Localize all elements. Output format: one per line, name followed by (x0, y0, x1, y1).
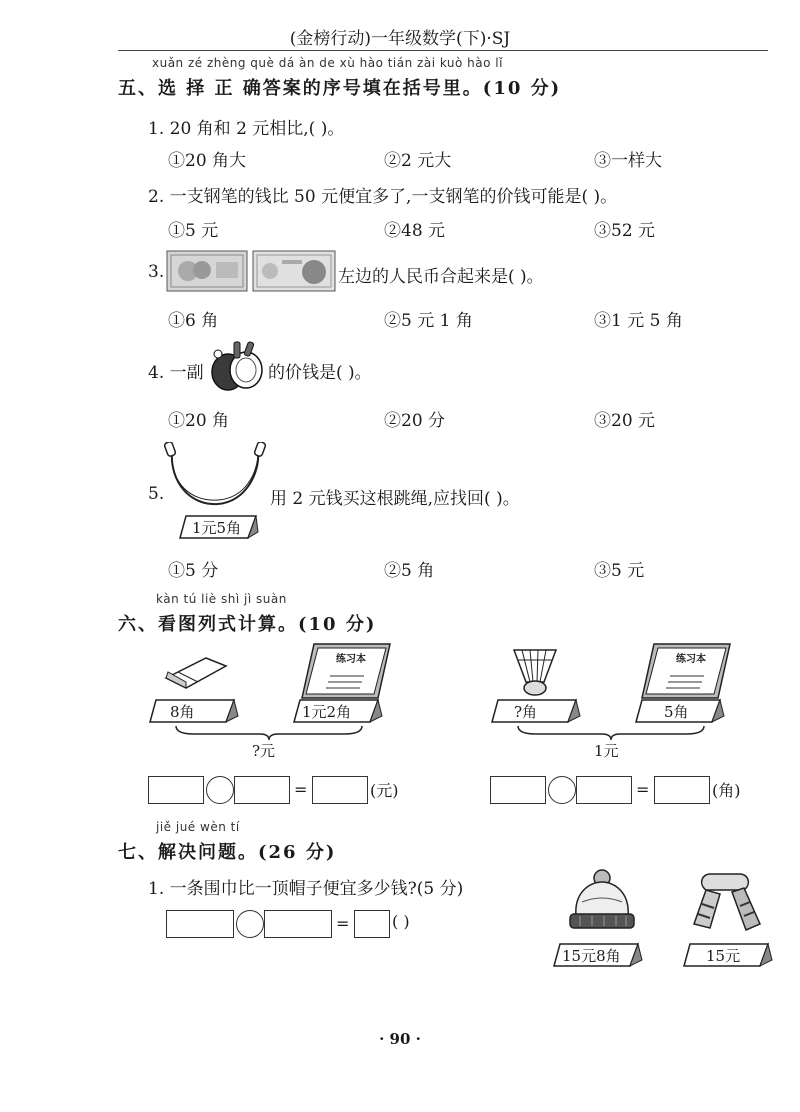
right-answer-box-2[interactable] (576, 776, 632, 804)
left-price-tag-1 (148, 698, 240, 724)
knit-hat-icon (562, 868, 642, 940)
one-yuan-banknote (252, 250, 336, 296)
right-price-2: 5角 (664, 703, 689, 721)
jump-rope-icon (160, 442, 272, 516)
s7-answer-box-1[interactable] (166, 910, 234, 938)
section6-pinyin: kàn tú liè shì jì suàn (156, 592, 287, 606)
left-result-box[interactable] (312, 776, 368, 804)
right-equals: = (636, 780, 650, 799)
right-total: 1元 (594, 742, 619, 760)
section7-pinyin: jiě jué wèn tí (156, 820, 240, 834)
q1-text: 1. 20 角和 2 元相比,( )。 (148, 119, 345, 139)
q3-number: 3. (148, 262, 165, 282)
right-result-box[interactable] (654, 776, 710, 804)
scarf-icon (688, 868, 762, 940)
q3-text: 左边的人民币合起来是( )。 (338, 267, 544, 287)
ping-pong-paddles-icon (208, 340, 266, 400)
left-answer-box-1[interactable] (148, 776, 204, 804)
q3-option-1[interactable]: ①6 角 (168, 311, 219, 331)
section7-title: 七、解决问题。(26 分) (118, 842, 337, 863)
left-unit: (元) (370, 781, 399, 800)
s7-equals: = (336, 914, 350, 933)
right-price-1: ?角 (514, 703, 538, 721)
s7-operator-circle[interactable] (236, 910, 264, 938)
exercise-book-icon-2 (640, 642, 732, 704)
section5-title: 五、选 择 正 确答案的序号填在括号里。(10 分) (118, 78, 562, 99)
right-operator-circle[interactable] (548, 776, 576, 804)
q1-option-1[interactable]: ①20 角大 (168, 151, 247, 171)
header-rule (118, 50, 768, 51)
q4-number: 4. 一副 (148, 363, 204, 383)
page-header: (金榜行动)一年级数学(下)·SJ (289, 29, 511, 49)
scarf-price-tag (682, 942, 774, 968)
q4-option-1[interactable]: ①20 角 (168, 411, 230, 431)
q4-text: 的价钱是( )。 (268, 363, 372, 383)
left-operator-circle[interactable] (206, 776, 234, 804)
section6-title: 六、看图列式计算。(10 分) (118, 614, 377, 635)
s7-unit-blank[interactable]: ( ) (392, 912, 410, 931)
right-unit: (角) (712, 781, 741, 800)
five-jiao-banknote (166, 250, 248, 296)
left-answer-box-2[interactable] (234, 776, 290, 804)
q4-option-2[interactable]: ②20 分 (384, 411, 446, 431)
hat-price-tag (552, 942, 644, 968)
q5-price-label: 1元5角 (192, 519, 242, 537)
left-book-label: 练习本 (336, 654, 366, 665)
q5-option-3[interactable]: ③5 元 (594, 561, 645, 581)
q5-text: 用 2 元钱买这根跳绳,应找回( )。 (270, 489, 520, 509)
right-answer-box-1[interactable] (490, 776, 546, 804)
s7-result-box[interactable] (354, 910, 390, 938)
q3-option-3[interactable]: ③1 元 5 角 (594, 311, 683, 331)
section5-pinyin: xuǎn zé zhèng què dá àn de xù hào tián zài kuò hào lǐ (152, 56, 503, 70)
q5-option-2[interactable]: ②5 角 (384, 561, 435, 581)
right-book-label: 练习本 (676, 654, 706, 665)
scarf-price: 15元 (706, 947, 741, 965)
right-price-tag-1 (490, 698, 582, 724)
q2-text: 2. 一支钢笔的钱比 50 元便宜多了,一支钢笔的价钱可能是( )。 (148, 187, 618, 207)
q2-option-3[interactable]: ③52 元 (594, 221, 656, 241)
q5-number: 5. (148, 484, 165, 504)
hat-price: 15元8角 (562, 947, 621, 965)
shuttlecock-icon (508, 646, 562, 702)
price-tag (178, 514, 260, 540)
left-equals: = (294, 780, 308, 799)
q2-option-2[interactable]: ②48 元 (384, 221, 446, 241)
left-price-tag-2 (292, 698, 384, 724)
exercise-book-icon (300, 642, 392, 704)
q5-option-1[interactable]: ①5 分 (168, 561, 219, 581)
left-price-1: 8角 (170, 703, 195, 721)
page-number: · 90 · (379, 1030, 421, 1048)
q2-option-1[interactable]: ①5 元 (168, 221, 219, 241)
eraser-icon (162, 652, 230, 696)
q1-option-3[interactable]: ③一样大 (594, 151, 662, 171)
left-total: ?元 (252, 742, 276, 760)
q1-option-2[interactable]: ②2 元大 (384, 151, 452, 171)
q4-option-3[interactable]: ③20 元 (594, 411, 656, 431)
left-price-2: 1元2角 (302, 703, 352, 721)
right-price-tag-2 (634, 698, 726, 724)
q3-option-2[interactable]: ②5 元 1 角 (384, 311, 473, 331)
s7-q1-text: 1. 一条围巾比一顶帽子便宜多少钱?(5 分) (148, 879, 464, 899)
s7-answer-box-2[interactable] (264, 910, 332, 938)
